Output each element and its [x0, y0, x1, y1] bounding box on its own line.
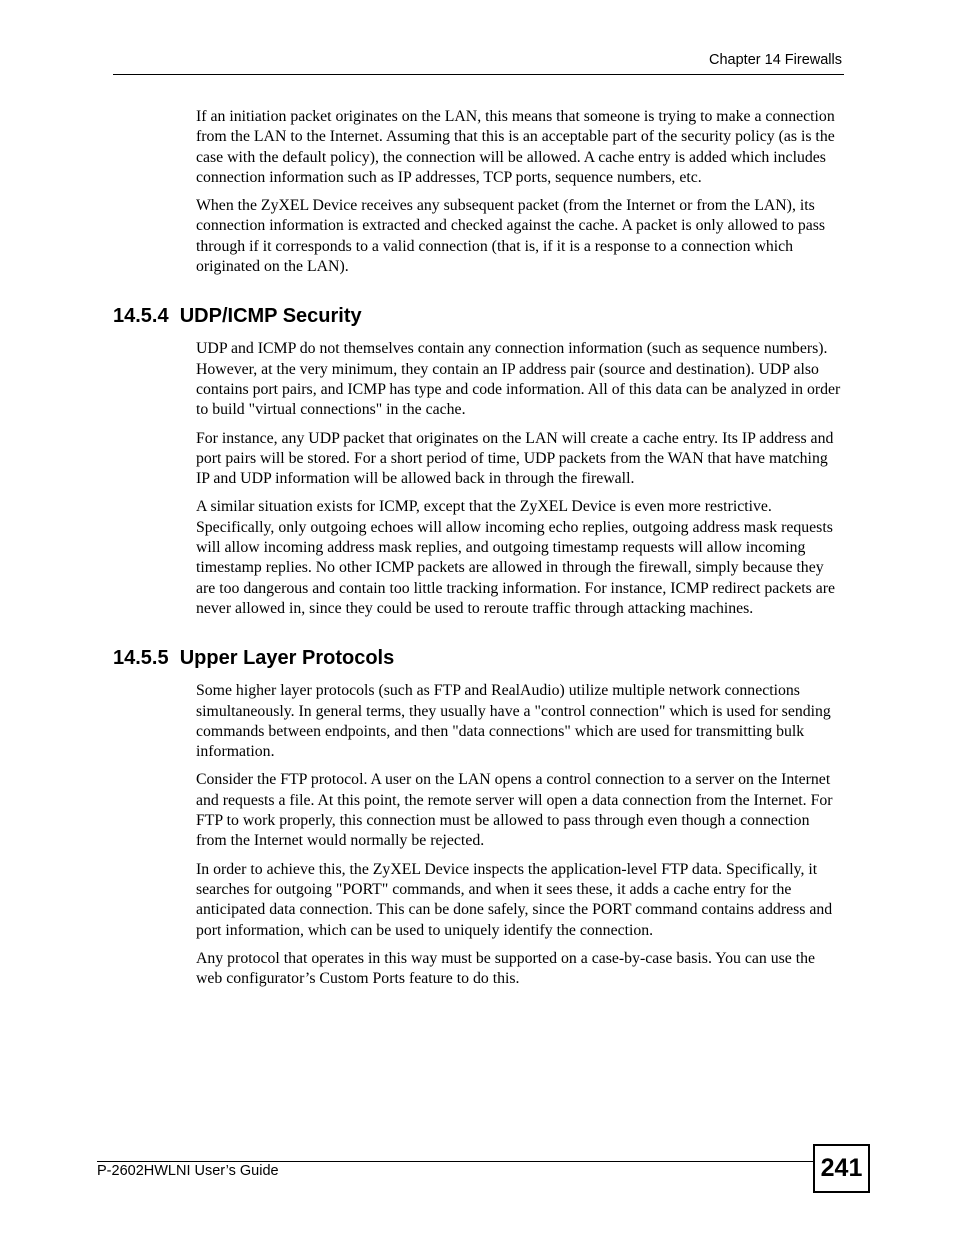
- upper-layer-paragraph-1: Some higher layer protocols (such as FTP and RealAudio) utilize multiple network connections simultaneously. In general terms, they usually have a "control connection" which is used for sending commands between endpoints, and then "data connections" which are used for transmitting bulk information.: [196, 682, 831, 761]
- section-title: UDP/ICMP Security: [179, 305, 362, 328]
- intro-paragraph-2: When the ZyXEL Device receives any subsequent packet (from the Internet or from the LAN), its connection information is extracted and checked against the cache. A packet is only allowed to pass through if it corresponds to a valid connection (that is, if it is a response to a connection which originated on the LAN).: [196, 197, 826, 276]
- udp-icmp-paragraph-3: A similar situation exists for ICMP, except that the ZyXEL Device is even more restrictive. Specifically, only outgoing echoes will allow incoming echo replies, outgoing address mask requests will allow incoming address mask replies, and outgoing timestamp requests will allow incoming timestamp replies. No other ICMP packets are allowed in through the firewall, simply because they are too dangerous and contain too little tracking information. For instance, ICMP redirect packets are never allowed in, since they could be used to reroute traffic through attacking machines.: [196, 498, 835, 617]
- section-number: 14.5.5: [113, 647, 169, 670]
- page-content: [0, 107, 954, 997]
- upper-layer-paragraph-2: Consider the FTP protocol. A user on the LAN opens a control connection to a server on the Internet and requests a file. At this point, the remote server will open a data connection from the Internet. For FTP to work properly, this connection must be allowed to pass through even though a connection from the Internet would normally be rejected.: [196, 771, 833, 850]
- footer-guide-title: P-2602HWLNI User’s Guide: [97, 1163, 279, 1179]
- section-number: 14.5.4: [113, 305, 169, 328]
- section-title: Upper Layer Protocols: [179, 647, 395, 670]
- udp-icmp-paragraph-2: For instance, any UDP packet that originates on the LAN will create a cache entry. Its IP address and port pairs will be stored. For a short period of time, UDP packets from the WAN that have matching IP and UDP information will be allowed back in through the firewall.: [196, 429, 834, 488]
- page-number: 241: [820, 1154, 863, 1182]
- udp-icmp-paragraph-1: UDP and ICMP do not themselves contain any connection information (such as sequence numbers). However, at the very minimum, they contain an IP address pair (source and destination). UDP also contains port pairs, and ICMP has type and code information. All of this data can be analyzed in order to build "virtual connections" in the cache.: [196, 340, 841, 419]
- section-heading-udp-icmp: [113, 303, 954, 329]
- page-number-box: [813, 1144, 870, 1193]
- upper-layer-paragraph-4: Any protocol that operates in this way must be supported on a case-by-case basis. You can use the web configurator’s Custom Ports feature to do this.: [196, 949, 816, 988]
- intro-paragraph-1: If an initiation packet originates on the LAN, this means that someone is trying to make a connection from the LAN to the Internet. Assuming that this is an acceptable part of the security policy (as is the case with the default policy), the connection will be allowed. A cache entry is added which includes connection information such as IP addresses, TCP ports, sequence numbers, etc.: [196, 108, 835, 186]
- running-header-chapter: Chapter 14 Firewalls: [709, 52, 842, 68]
- upper-layer-paragraph-3: In order to achieve this, the ZyXEL Device inspects the application-level FTP data. Specifically, it searches for outgoing "PORT" commands, and when it sees these, it adds a cache entry for the anticipated data connection. This can be done safely, since the PORT command contains address and port information, which can be used to uniquely identify the connection.: [196, 860, 833, 939]
- header-divider: [113, 74, 844, 75]
- section-heading-upper-layer: [113, 645, 954, 671]
